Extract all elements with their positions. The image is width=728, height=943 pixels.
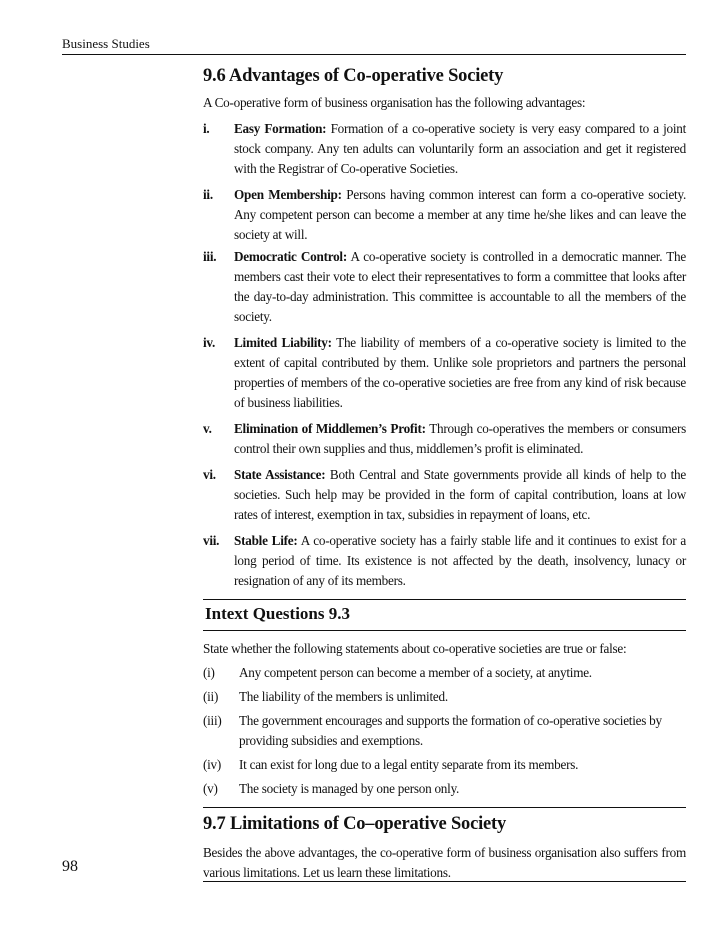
advantage-item xyxy=(203,333,686,413)
question-number: (iii) xyxy=(203,713,222,728)
item-title: Open Membership: xyxy=(234,187,342,202)
item-text: Formation of a co-operative society is very easy compared to a joint stock company. Any ten adults can voluntarily form an association and get it registered with the Registrar of Co-operative Societies. xyxy=(234,121,686,176)
question-item xyxy=(203,711,686,751)
advantage-item xyxy=(203,531,686,591)
item-title: Easy Formation: xyxy=(234,121,327,136)
limitations-top-rule xyxy=(203,807,686,808)
advantage-item xyxy=(203,119,686,179)
question-number: (ii) xyxy=(203,689,219,704)
item-number: iii. xyxy=(203,249,217,264)
item-text: Through co-operatives the members or consumers control their own supplies and thus, middlemen’s profit is eliminated. xyxy=(234,421,686,456)
item-number: vii. xyxy=(203,533,220,548)
question-item xyxy=(203,687,686,707)
item-number: ii. xyxy=(203,187,213,202)
question-number: (v) xyxy=(203,781,218,796)
limitations-intro: Besides the above advantages, the co-operative form of business organisation also suffers from various limitations. Let us learn these limitations. xyxy=(203,845,686,880)
intext-questions-title: Intext Questions 9.3 xyxy=(205,604,350,623)
page-number: 98 xyxy=(62,858,78,875)
intext-top-rule xyxy=(203,599,686,600)
item-title: Democratic Control: xyxy=(234,249,347,264)
advantage-item xyxy=(203,465,686,525)
question-item xyxy=(203,663,686,683)
intext-questions-intro: State whether the following statements about co-operative societies are true or false: xyxy=(203,641,627,656)
question-text: The liability of the members is unlimited. xyxy=(239,689,448,704)
main-content xyxy=(203,66,686,883)
question-item xyxy=(203,779,686,799)
intext-title-rule xyxy=(203,630,686,631)
question-item xyxy=(203,755,686,775)
item-text: A co-operative society is controlled in a democratic manner. The members cast their vote to elect their representatives to form a committee that looks after the day-to-day administration. This committee is accountable to all the members of the society. xyxy=(234,249,686,324)
item-text: Both Central and State governments provide all kinds of help to the societies. Such help may be provided in the form of capital contribution, loans at low rates of interest, exemption in tax, subsidies in repayment of loans, etc. xyxy=(234,467,687,522)
question-number: (i) xyxy=(203,665,215,680)
item-number: v. xyxy=(203,421,212,436)
item-title: State Assistance: xyxy=(234,467,326,482)
advantage-item xyxy=(203,185,686,245)
footer-rule xyxy=(203,881,686,882)
section-title-limitations: 9.7 Limitations of Co–operative Society xyxy=(203,814,507,834)
header-rule xyxy=(62,54,686,55)
item-number: iv. xyxy=(203,335,216,350)
question-number: (iv) xyxy=(203,757,222,772)
item-text: Persons having common interest can form a co-operative society. Any competent person can become a member at any time he/she likes and can leave the society at will. xyxy=(234,187,686,242)
item-text: The liability of members of a co-operative society is limited to the extent of capital contributed by them. Unlike sole proprietors and partners the personal properties of members of the co-operative societies are free from any kind of risk because of business liabilities. xyxy=(234,335,686,410)
advantage-item xyxy=(203,419,686,459)
question-text: It can exist for long due to a legal entity separate from its members. xyxy=(239,757,579,772)
question-text: The government encourages and supports the formation of co-operative societies by providing subsidies and exemptions. xyxy=(239,713,662,748)
question-text: Any competent person can become a member of a society, at anytime. xyxy=(239,665,592,680)
running-header: Business Studies xyxy=(62,36,150,51)
item-title: Elimination of Middlemen’s Profit: xyxy=(234,421,426,436)
item-number: vi. xyxy=(203,467,216,482)
item-title: Stable Life: xyxy=(234,533,298,548)
item-number: i. xyxy=(203,121,210,136)
section-intro: A Co-operative form of business organisation has the following advantages: xyxy=(203,95,586,110)
question-text: The society is managed by one person only. xyxy=(239,781,460,796)
item-text: A co-operative society has a fairly stable life and it continues to exist for a long period of time. Its existence is not affected by the death, insolvency, lunacy or resignation of any of its members. xyxy=(234,533,686,588)
item-title: Limited Liability: xyxy=(234,335,332,350)
advantage-item xyxy=(203,247,686,327)
section-title-advantages: 9.6 Advantages of Co-operative Society xyxy=(203,66,504,86)
